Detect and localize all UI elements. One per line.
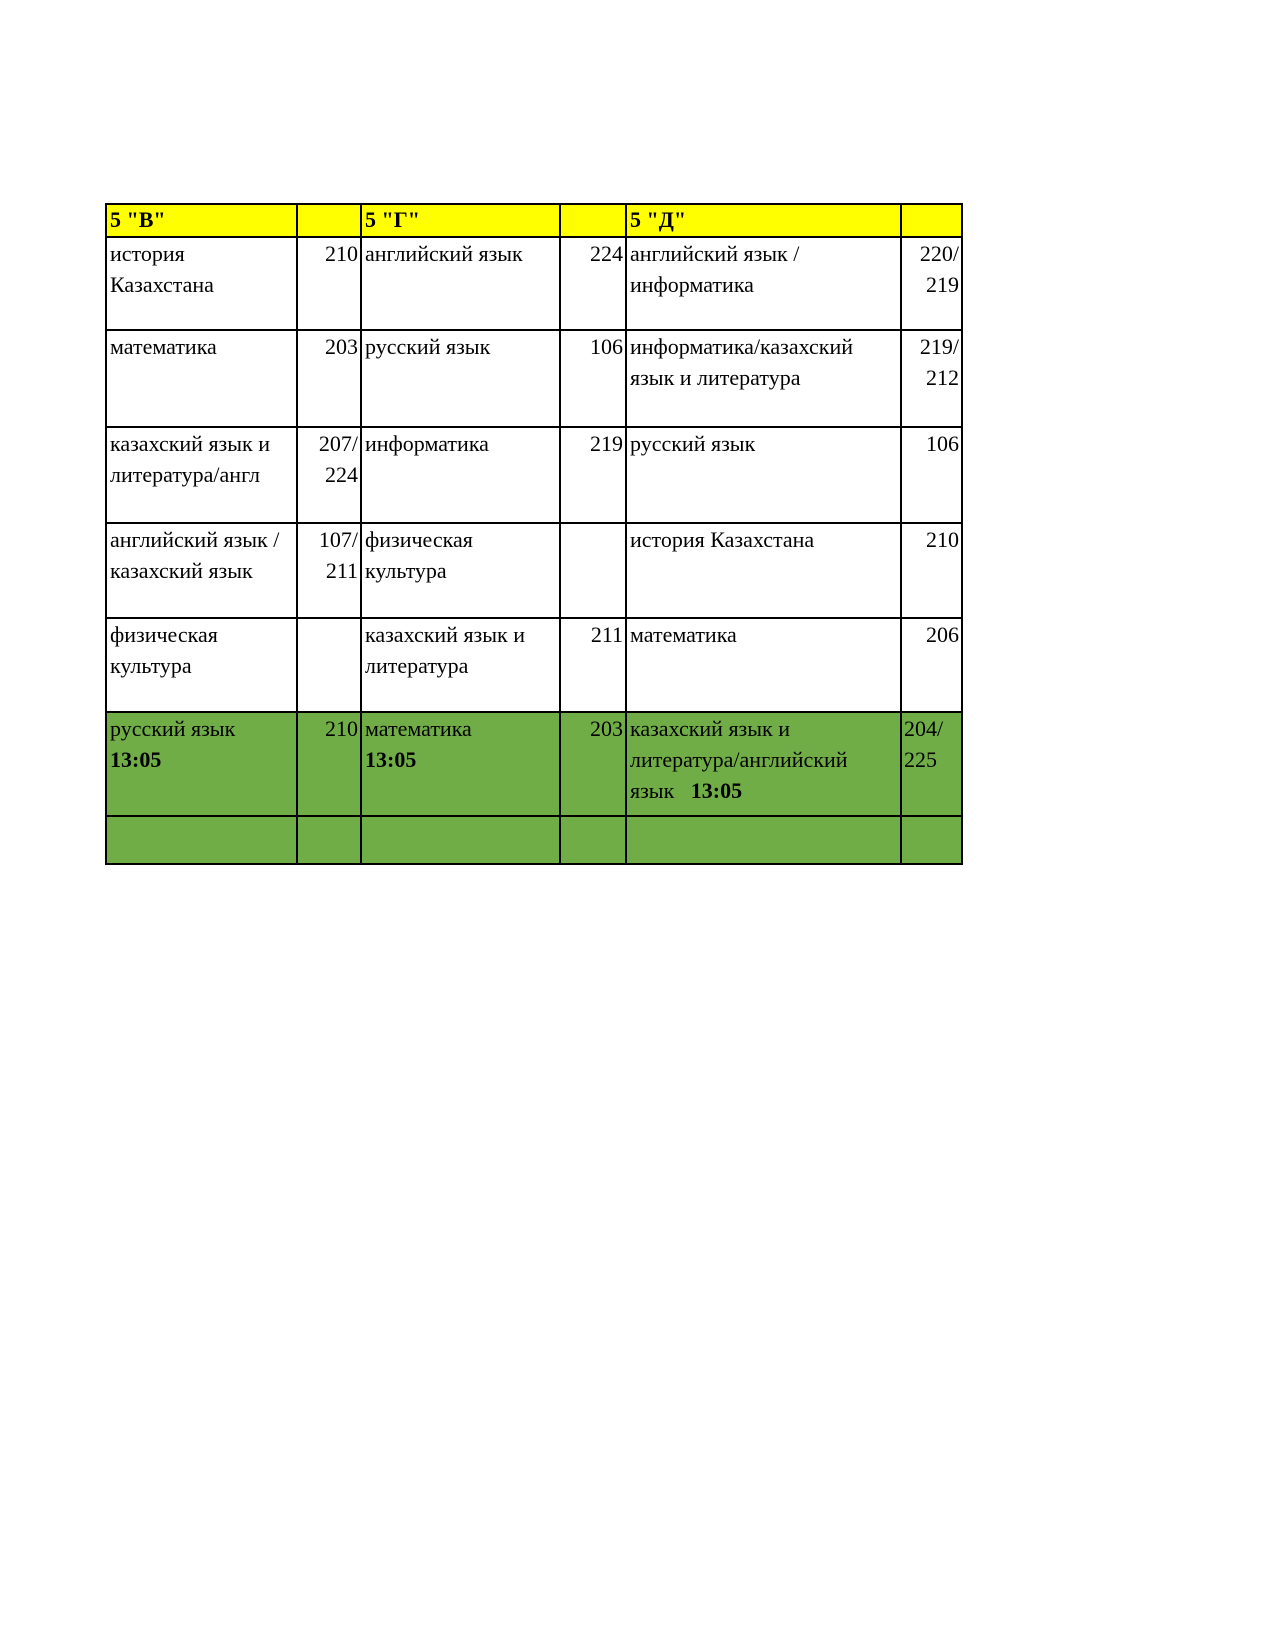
subject-text: математика (365, 716, 472, 741)
class-header: 5 "В" (106, 204, 297, 237)
room-cell (297, 618, 361, 712)
empty-cell (626, 816, 901, 864)
subject-cell: информатика/казахский язык и литература (626, 330, 901, 427)
room-header (560, 204, 626, 237)
room-cell: 220/ 219 (901, 237, 962, 330)
lesson-row (106, 427, 962, 523)
schedule-table (105, 203, 963, 865)
room-cell: 210 (901, 523, 962, 618)
room-header (901, 204, 962, 237)
subject-cell: казахский язык и литература/англ (106, 427, 297, 523)
lesson-row (106, 330, 962, 427)
room-cell: 224 (560, 237, 626, 330)
empty-cell (106, 816, 297, 864)
class-header: 5 "Г" (361, 204, 560, 237)
last-lesson-row (106, 712, 962, 816)
subject-cell: русский язык (361, 330, 560, 427)
empty-cell (361, 816, 560, 864)
empty-row (106, 816, 962, 864)
lesson-row (106, 523, 962, 618)
empty-cell (901, 816, 962, 864)
subject-cell: информатика (361, 427, 560, 523)
room-cell: 207/ 224 (297, 427, 361, 523)
subject-cell (106, 712, 297, 816)
room-cell: 219/ 212 (901, 330, 962, 427)
room-header (297, 204, 361, 237)
subject-cell (626, 712, 901, 816)
subject-cell: история Казахстана (106, 237, 297, 330)
lesson-row (106, 618, 962, 712)
subject-cell: история Казахстана (626, 523, 901, 618)
lesson-time: 13:05 (365, 747, 417, 772)
subject-cell (361, 712, 560, 816)
subject-cell: английский язык /казахский язык (106, 523, 297, 618)
room-cell: 203 (297, 330, 361, 427)
subject-cell: математика (626, 618, 901, 712)
subject-cell: физическая культура (361, 523, 560, 618)
subject-cell: физическая культура (106, 618, 297, 712)
lesson-time: 13:05 (690, 778, 743, 803)
subject-cell: математика (106, 330, 297, 427)
subject-cell: казахский язык и литература (361, 618, 560, 712)
room-cell: 106 (901, 427, 962, 523)
room-cell: 106 (560, 330, 626, 427)
room-cell: 204/ 225 (901, 712, 962, 816)
room-cell: 210 (297, 712, 361, 816)
empty-cell (560, 816, 626, 864)
subject-text: русский язык (110, 716, 236, 741)
lesson-row (106, 237, 962, 330)
room-cell: 206 (901, 618, 962, 712)
empty-cell (297, 816, 361, 864)
class-header: 5 "Д" (626, 204, 901, 237)
subject-cell: английский язык (361, 237, 560, 330)
room-cell: 219 (560, 427, 626, 523)
subject-text: казахский язык и литература/английский язык (630, 716, 848, 803)
room-cell: 107/ 211 (297, 523, 361, 618)
room-cell: 203 (560, 712, 626, 816)
room-cell (560, 523, 626, 618)
subject-cell: русский язык (626, 427, 901, 523)
room-cell: 210 (297, 237, 361, 330)
room-cell: 211 (560, 618, 626, 712)
header-row (106, 204, 962, 237)
subject-cell: английский язык /информатика (626, 237, 901, 330)
lesson-time: 13:05 (110, 747, 162, 772)
